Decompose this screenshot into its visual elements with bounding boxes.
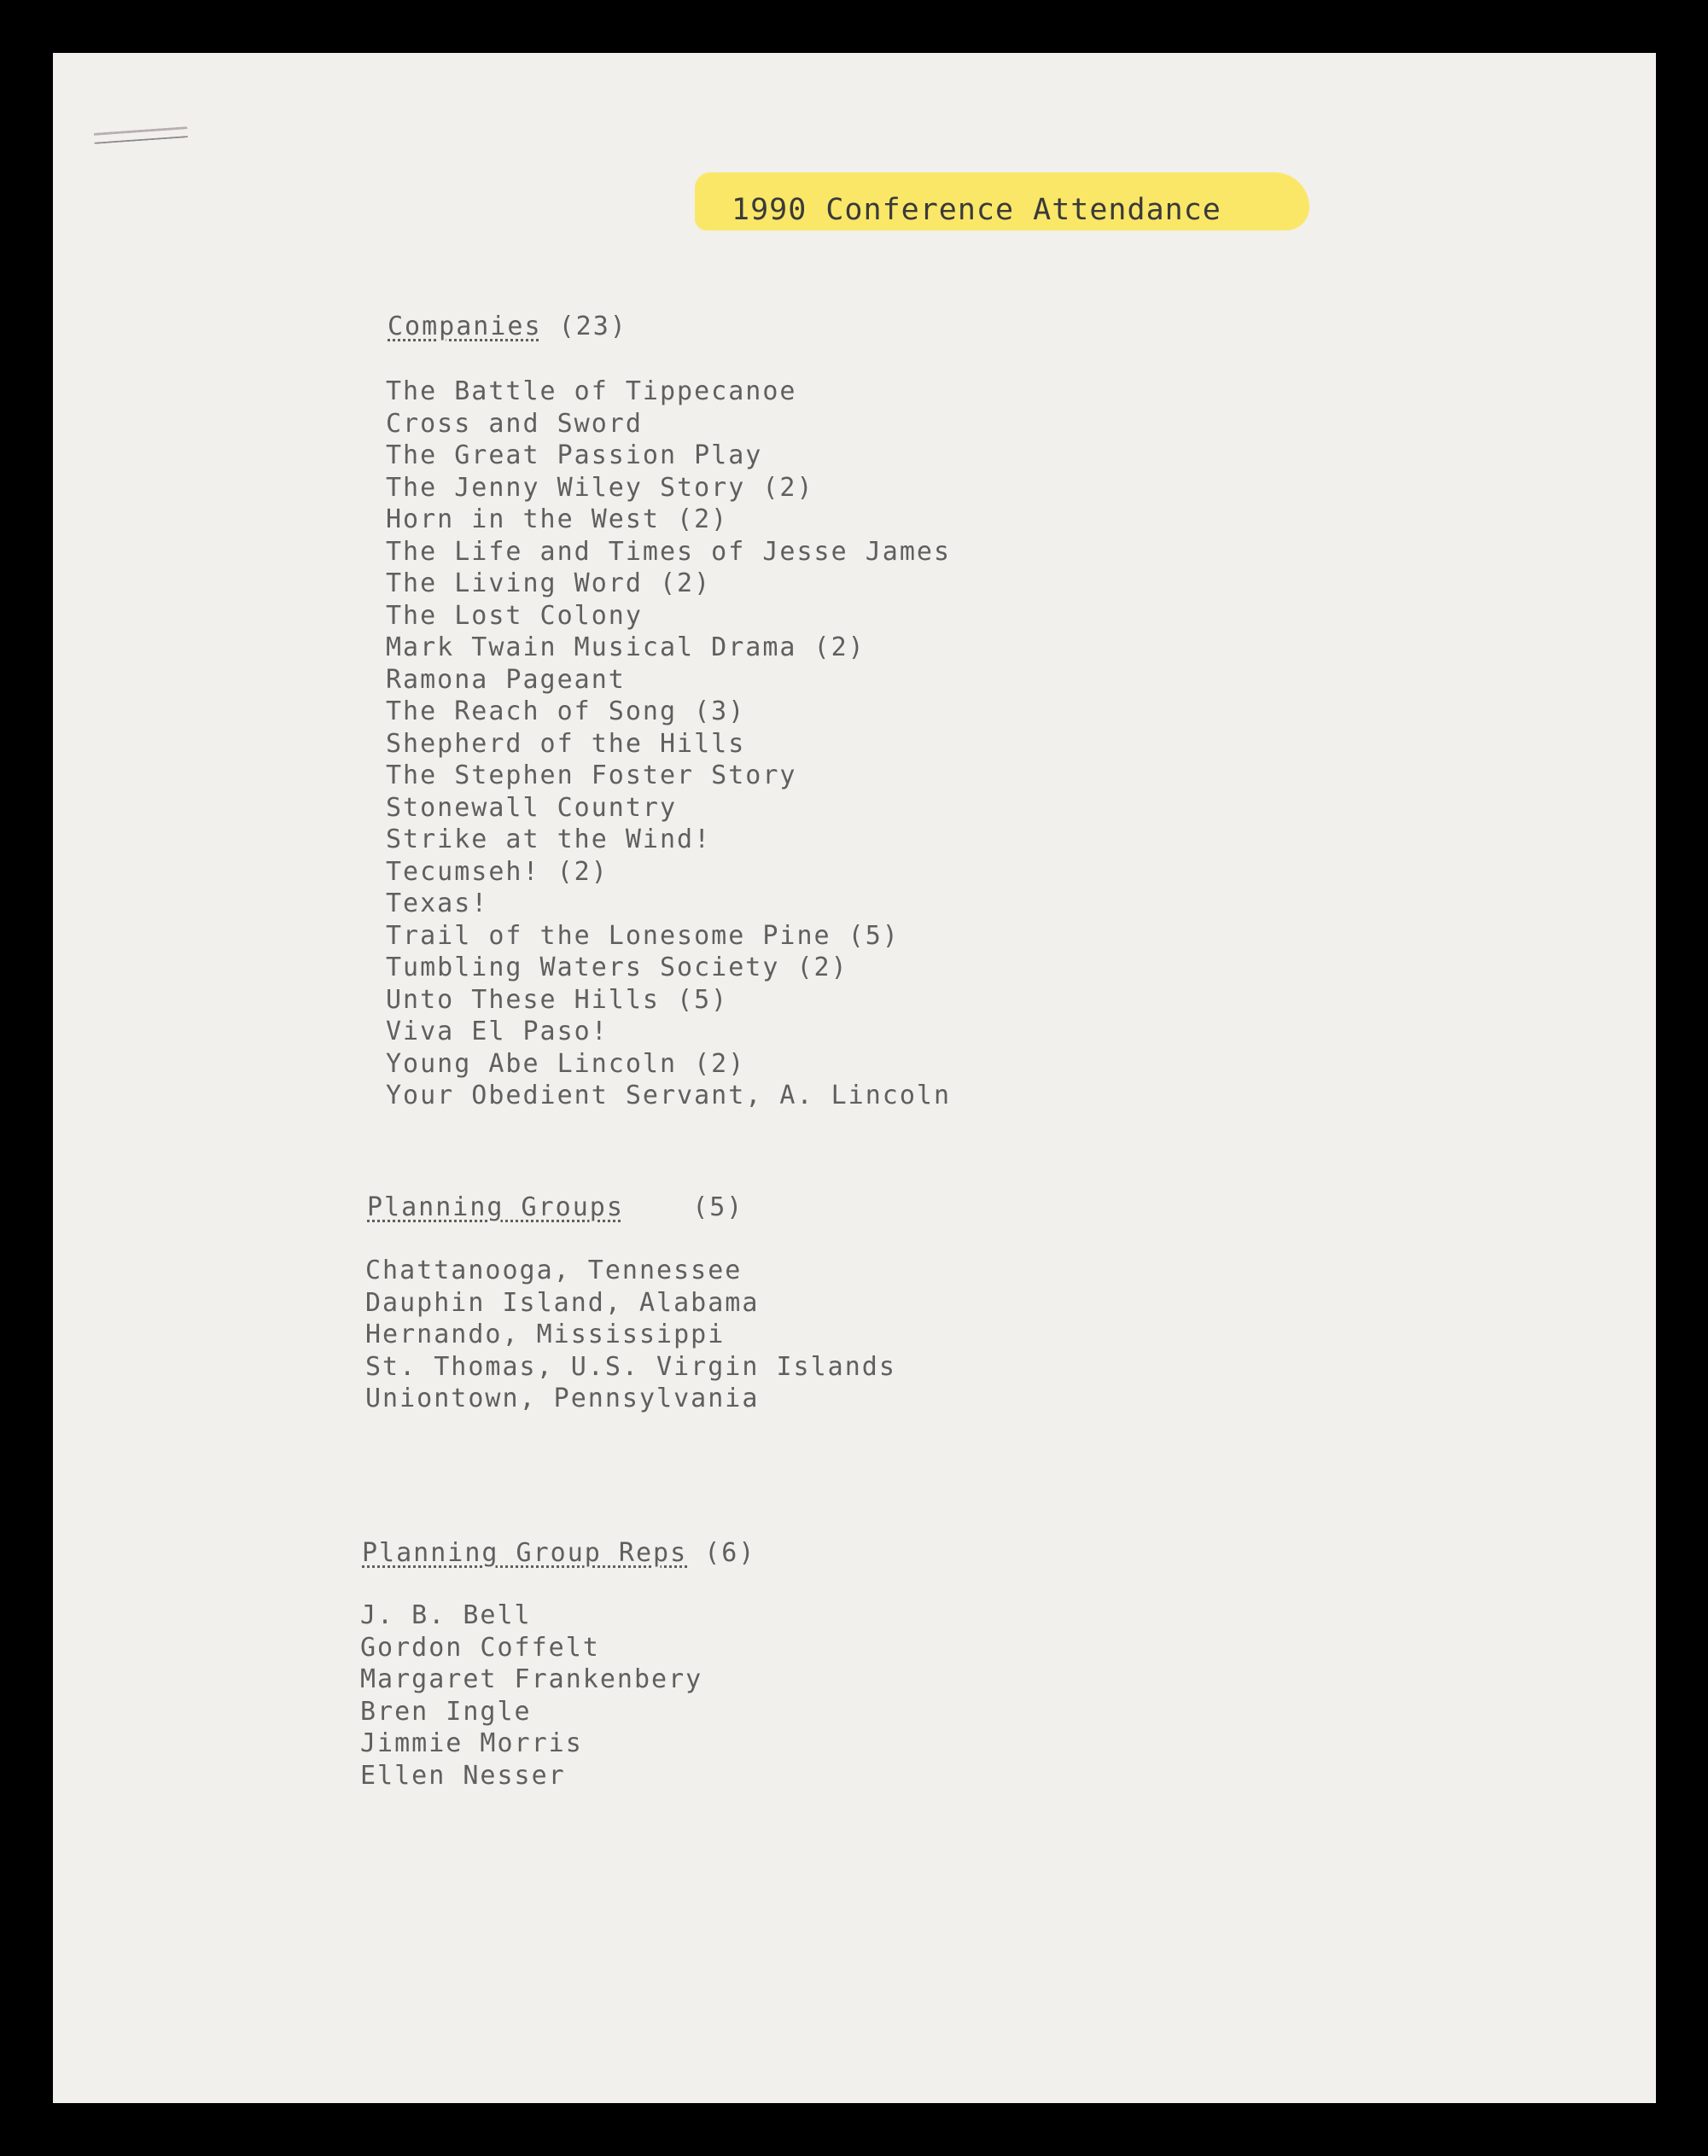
list-item: Ramona Pageant [386,664,626,695]
list-item: J. B. Bell [360,1600,532,1630]
list-item: The Life and Times of Jesse James [386,536,952,567]
list-item: Bren Ingle [360,1696,532,1727]
list-item: Texas! [386,889,489,918]
list-item: The Reach of Song (3) [386,696,746,726]
list-item: Shepherd of the Hills [386,728,746,759]
list-item: Your Obedient Servant, A. Lincoln [386,1081,952,1110]
companies-count: (23) [558,312,627,341]
planning-group-reps-heading-label: Planning Group Reps [362,1538,688,1568]
list-item: The Great Passion Play [386,440,763,470]
list-item: The Living Word (2) [386,568,712,598]
document-page [53,53,1656,2103]
list-item: Margaret Frankenbery [360,1664,703,1694]
list-item: Chattanooga, Tennessee [365,1256,743,1285]
staple-mark [94,126,189,144]
list-item: Uniontown, Pennsylvania [365,1384,760,1413]
companies-list [386,376,951,1112]
list-item: St. Thomas, U.S. Virgin Islands [365,1351,896,1382]
list-item: Stonewall Country [386,792,678,823]
list-item: Jimmie Morris [360,1728,583,1758]
planning-groups-heading-label: Planning Groups [367,1192,624,1222]
planning-groups-list [365,1255,896,1415]
list-item: The Battle of Tippecanoe [386,376,797,406]
planning-groups-count: (5) [692,1192,744,1222]
list-item: Strike at the Wind! [386,825,712,854]
list-item: Gordon Coffelt [360,1632,600,1663]
list-item: Unto These Hills (5) [386,984,729,1015]
list-item: The Stephen Foster Story [386,760,797,790]
planning-groups-heading [367,1192,743,1222]
list-item: Cross and Sword [386,408,643,439]
planning-group-reps-heading [362,1538,755,1568]
companies-heading-label: Companies [388,312,542,341]
planning-group-reps-count: (6) [704,1538,756,1568]
list-item: Tumbling Waters Society (2) [386,953,848,982]
list-item: Tecumseh! (2) [386,856,609,887]
planning-group-reps-list [360,1600,702,1792]
list-item: Dauphin Island, Alabama [365,1287,760,1318]
companies-heading [388,312,627,341]
list-item: Mark Twain Musical Drama (2) [386,632,866,662]
list-item: Young Abe Lincoln (2) [386,1048,746,1079]
list-item: Horn in the West (2) [386,504,729,534]
page-title: 1990 Conference Attendance [732,193,1221,227]
list-item: Hernando, Mississippi [365,1320,726,1349]
list-item: Viva El Paso! [386,1017,609,1046]
list-item: The Lost Colony [386,600,643,631]
list-item: Ellen Nesser [360,1760,566,1791]
list-item: Trail of the Lonesome Pine (5) [386,920,900,951]
list-item: The Jenny Wiley Story (2) [386,472,814,503]
